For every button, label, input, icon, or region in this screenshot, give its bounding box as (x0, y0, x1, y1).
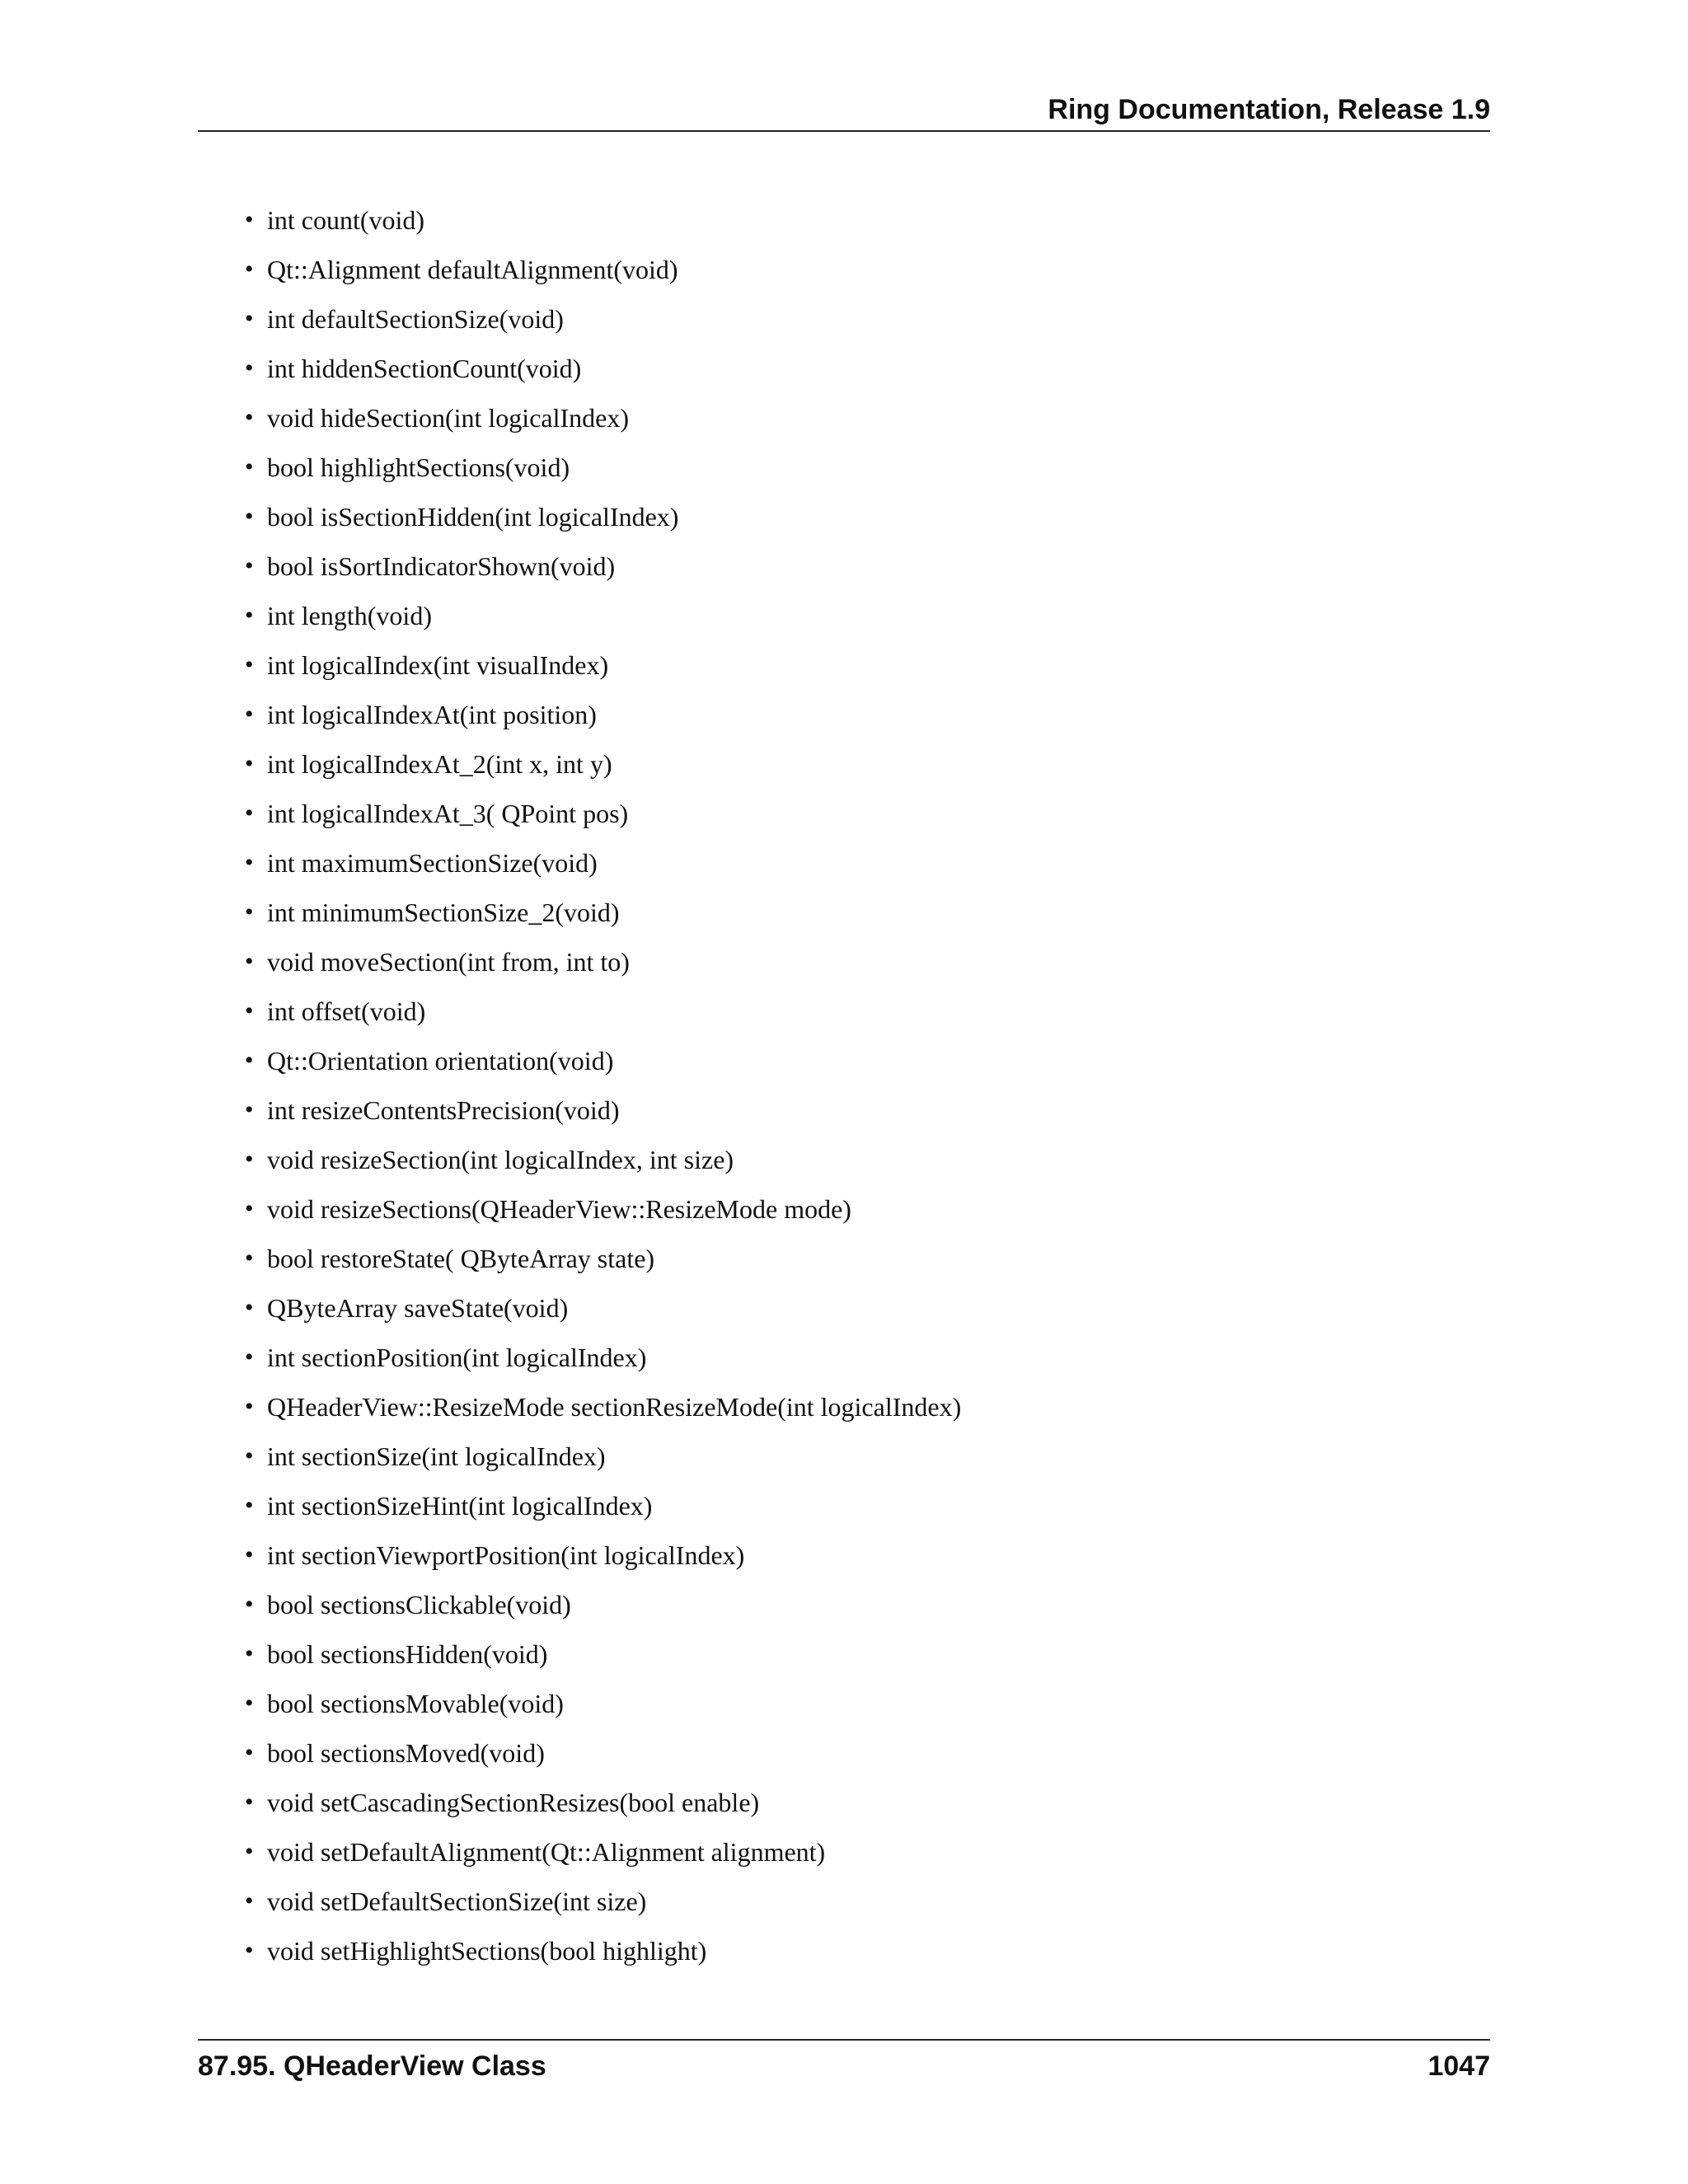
bullet-icon: • (245, 1343, 254, 1371)
method-signature: int count(void) (267, 205, 425, 235)
bullet-icon: • (245, 453, 254, 480)
method-signature: int sectionPosition(int logicalIndex) (267, 1343, 647, 1372)
method-signature: int sectionSizeHint(int logicalIndex) (267, 1491, 653, 1521)
method-signature: bool highlightSections(void) (267, 452, 570, 482)
list-item (198, 541, 1490, 591)
method-signature: int logicalIndexAt_3( QPoint pos) (267, 799, 629, 828)
list-item (198, 1184, 1490, 1234)
method-signature: bool sectionsMovable(void) (267, 1689, 564, 1718)
method-signature: void resizeSections(QHeaderView::ResizeMode mode) (267, 1194, 851, 1224)
bullet-icon: • (245, 1146, 254, 1173)
bullet-icon: • (245, 997, 254, 1024)
bullet-icon: • (245, 1244, 254, 1272)
method-signature: int minimumSectionSize_2(void) (267, 898, 620, 927)
list-item (198, 838, 1490, 888)
method-signature: void moveSection(int from, int to) (267, 947, 630, 977)
bullet-icon: • (245, 651, 254, 678)
bullet-icon: • (245, 750, 254, 777)
method-signature: void hideSection(int logicalIndex) (267, 403, 629, 433)
list-item (198, 344, 1490, 393)
method-list (198, 195, 1490, 1975)
method-signature: void resizeSection(int logicalIndex, int size) (267, 1145, 734, 1174)
document-title: Ring Documentation, Release 1.9 (1048, 94, 1490, 125)
bullet-icon: • (245, 602, 254, 629)
bullet-icon: • (245, 1096, 254, 1123)
bullet-icon: • (245, 206, 254, 233)
bullet-icon: • (245, 1393, 254, 1420)
list-item (198, 591, 1490, 640)
bullet-icon: • (245, 1047, 254, 1074)
method-signature: QHeaderView::ResizeMode sectionResizeMode(int logicalIndex) (267, 1392, 962, 1422)
method-signature: int logicalIndexAt(int position) (267, 700, 597, 729)
bullet-icon: • (245, 305, 254, 332)
list-item (198, 1530, 1490, 1580)
method-signature: int hiddenSectionCount(void) (267, 354, 582, 383)
bullet-icon: • (245, 1887, 254, 1915)
list-item (198, 1333, 1490, 1382)
bullet-icon: • (245, 1739, 254, 1766)
bullet-icon: • (245, 1442, 254, 1469)
bullet-icon: • (245, 552, 254, 579)
method-signature: bool sectionsClickable(void) (267, 1590, 571, 1619)
bullet-icon: • (245, 948, 254, 975)
page-number: 1047 (1428, 2050, 1490, 2082)
list-item (198, 1432, 1490, 1481)
bullet-icon: • (245, 354, 254, 382)
method-signature: int maximumSectionSize(void) (267, 848, 598, 878)
list-item (198, 987, 1490, 1036)
method-signature: bool isSectionHidden(int logicalIndex) (267, 502, 679, 532)
page-footer (198, 2039, 1490, 2095)
list-item (198, 1085, 1490, 1135)
method-signature: void setCascadingSectionResizes(bool enable) (267, 1788, 760, 1817)
list-item (198, 1827, 1490, 1877)
list-item (198, 739, 1490, 789)
method-signature: void setDefaultSectionSize(int size) (267, 1886, 647, 1916)
method-signature: QByteArray saveState(void) (267, 1293, 569, 1323)
bullet-icon: • (245, 1492, 254, 1519)
method-signature: bool isSortIndicatorShown(void) (267, 551, 616, 581)
bullet-icon: • (245, 404, 254, 431)
list-item (198, 640, 1490, 690)
bullet-icon: • (245, 1788, 254, 1816)
list-item (198, 1036, 1490, 1085)
bullet-icon: • (245, 255, 254, 283)
list-item (198, 1135, 1490, 1184)
list-item (198, 1679, 1490, 1728)
bullet-icon: • (245, 849, 254, 876)
method-signature: int defaultSectionSize(void) (267, 304, 564, 334)
method-signature: void setDefaultAlignment(Qt::Alignment alignment) (267, 1837, 826, 1867)
bullet-icon: • (245, 1937, 254, 1964)
bullet-icon: • (245, 1838, 254, 1865)
list-item (198, 937, 1490, 987)
list-item (198, 1283, 1490, 1333)
method-signature: int resizeContentsPrecision(void) (267, 1095, 620, 1125)
list-item (198, 888, 1490, 937)
method-signature: int logicalIndexAt_2(int x, int y) (267, 749, 612, 779)
list-item (198, 393, 1490, 443)
method-signature: int sectionViewportPosition(int logicalIndex) (267, 1540, 745, 1570)
bullet-icon: • (245, 898, 254, 926)
list-item (198, 1580, 1490, 1629)
page-header (198, 89, 1490, 132)
footer-section-title: 87.95. QHeaderView Class (198, 2050, 546, 2082)
list-item (198, 1728, 1490, 1778)
list-item (198, 1926, 1490, 1975)
bullet-icon: • (245, 1541, 254, 1568)
method-signature: Qt::Orientation orientation(void) (267, 1046, 614, 1076)
list-item (198, 294, 1490, 344)
method-signature: int logicalIndex(int visualIndex) (267, 650, 609, 680)
method-signature: int sectionSize(int logicalIndex) (267, 1441, 606, 1471)
list-item (198, 1481, 1490, 1530)
list-item (198, 492, 1490, 541)
list-item (198, 690, 1490, 739)
bullet-icon: • (245, 1294, 254, 1321)
bullet-icon: • (245, 1640, 254, 1667)
list-item (198, 195, 1490, 245)
bullet-icon: • (245, 701, 254, 728)
list-item (198, 443, 1490, 492)
method-signature: bool restoreState( QByteArray state) (267, 1244, 655, 1273)
bullet-icon: • (245, 1690, 254, 1717)
method-signature: int length(void) (267, 601, 432, 630)
method-signature: bool sectionsHidden(void) (267, 1639, 548, 1669)
list-item (198, 1382, 1490, 1432)
bullet-icon: • (245, 1195, 254, 1222)
method-signature: bool sectionsMoved(void) (267, 1738, 545, 1768)
list-item (198, 1877, 1490, 1926)
bullet-icon: • (245, 503, 254, 530)
bullet-icon: • (245, 799, 254, 827)
method-signature: void setHighlightSections(bool highlight) (267, 1936, 707, 1966)
bullet-icon: • (245, 1591, 254, 1618)
list-item (198, 789, 1490, 838)
list-item (198, 1778, 1490, 1827)
list-item (198, 1234, 1490, 1283)
list-item (198, 245, 1490, 294)
method-signature: int offset(void) (267, 996, 426, 1026)
list-item (198, 1629, 1490, 1679)
method-signature: Qt::Alignment defaultAlignment(void) (267, 255, 678, 284)
